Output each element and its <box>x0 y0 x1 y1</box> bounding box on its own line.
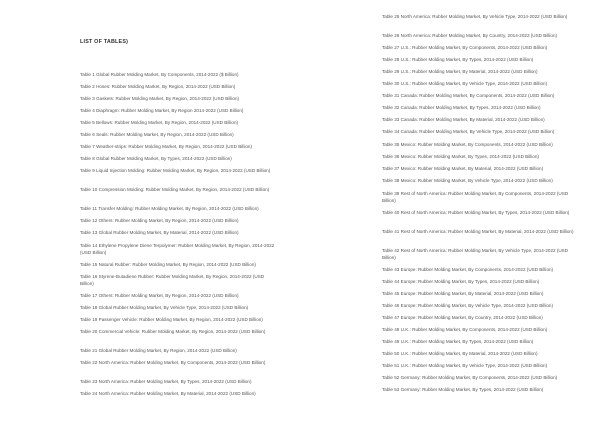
table-entry: Table 2 Hoses: Rubber Molding Market, By Region, 2014-2022 (USD Billion) <box>80 84 236 89</box>
table-entry: Table 41 Rest of North America: Rubber Molding Market, By Material, 2014-2022 (USD Billion) <box>382 229 574 234</box>
table-entry: Table 23 North America: Rubber Molding Market, By Types, 2014-2022 (USD Billion) <box>80 379 252 384</box>
table-entry: Table 14 Ethylene Propylene Diene Terpolymer: Rubber Molding Market, By Region, 2014-2022 (USD Billion) <box>80 243 275 256</box>
table-entry: Table 4 Diaphragm: Rubber Molding Market, By Region 2014-2022 (USD Billion) <box>80 108 244 113</box>
table-entry: Table 29 U.S.: Rubber Molding Market, By Material, 2014-2022 (USD Billion) <box>382 69 538 74</box>
table-entry: Table 37 Mexico: Rubber Molding Market, By Material, 2014-2022 (USD Billion) <box>382 166 544 171</box>
table-entry: Table 38 Mexico: Rubber Molding Market, By Vehicle Type, 2014-2022 (USD Billion) <box>382 178 553 183</box>
table-entry: Table 7 Weather-strips: Rubber Molding Market, By Region, 2014-2022 (USD Billion) <box>80 144 253 149</box>
table-entry: Table 32 Canada: Rubber Molding Market, By Types, 2014-2022 (USD Billion) <box>382 105 541 110</box>
table-entry: Table 52 Germany: Rubber Molding Market, By Components, 2014-2022 (USD Billion) <box>382 375 558 380</box>
table-entry: Table 45 Europe: Rubber Molding Market, By Material, 2014-2022 (USD Billion) <box>382 291 544 296</box>
table-entry: Table 31 Canada: Rubber Molding Market, By Components, 2014-2022 (USD Billion) <box>382 93 555 98</box>
table-entry: Table 5 Bellows: Rubber Molding Market, By Region, 2014-2022 (USD Billion) <box>80 120 239 125</box>
list-of-tables-heading: LIST OF TABLES) <box>80 39 129 45</box>
table-entry: Table 42 Rest of North America: Rubber Molding Market, By Vehicle Type, 2014-2022 (USD Billion) <box>382 248 569 261</box>
table-entry: Table 35 Mexico: Rubber Molding Market, By Components, 2014-2022 (USD Billion) <box>382 142 553 147</box>
table-entry: Table 51 U.K.: Rubber Molding Market, By Vehicle Type, 2014-2022 (USD Billion) <box>382 363 548 368</box>
table-entry: Table 24 North America: Rubber Molding Market, By Material, 2014-2022 (USD Billion) <box>80 391 256 396</box>
table-entry: Table 25 North America: Rubber Molding Market, By Vehicle Type, 2014-2022 (USD Billion) <box>382 14 568 19</box>
table-entry: Table 1 Global Rubber Molding Market, By Components, 2014-2022 ($ Billion) <box>80 72 239 77</box>
table-entry: Table 30 U.S.: Rubber Molding Market, By Vehicle Type, 2014-2022 (USD Billion) <box>382 81 548 86</box>
table-entry: Table 39 Rest of North America: Rubber Molding Market, By Components, 2014-2022 (USD Billion) <box>382 191 569 204</box>
table-entry: Table 33 Canada: Rubber Molding Market, By Material, 2014-2022 (USD Billion) <box>382 117 545 122</box>
table-entry: Table 17 Others: Rubber Molding Market, By Region, 2014-2022 (USD Billion) <box>80 293 239 298</box>
table-entry: Table 43 Europe: Rubber Molding Market, By Components, 2014-2022 (USD Billion) <box>382 267 554 272</box>
table-entry: Table 50 U.K.: Rubber Molding Market, By Material, 2014-2022 (USD Billion) <box>382 351 538 356</box>
table-entry: Table 53 Germany: Rubber Molding Market, By Types, 2014-2022 (USD Billion) <box>382 387 544 392</box>
table-entry: Table 27 U.S.: Rubber Molding Market, By Components, 2014-2022 (USD Billion) <box>382 45 548 50</box>
table-entry: Table 36 Mexico: Rubber Molding Market, By Types, 2014-2022 (USD Billion) <box>382 154 539 159</box>
table-entry: Table 46 Europe: Rubber Molding Market, By Vehicle Type, 2014-2022 (USD Billion) <box>382 303 553 308</box>
table-entry: Table 18 Global Rubber Molding Market, By Vehicle Type, 2014-2022 (USD Billion) <box>80 305 249 310</box>
table-entry: Table 16 Styrene-Butadiene Rubber: Rubber Molding Market, By Region, 2014-2022 (USD Billion) <box>80 274 265 287</box>
table-entry: Table 19 Passenger Vehicle: Rubber Molding Market, By Region, 2014-2022 (USD Billion) <box>80 317 263 322</box>
table-entry: Table 40 Rest of North America: Rubber Molding Market, By Types, 2014-2022 (USD Billion) <box>382 210 570 215</box>
table-entry: Table 6 Seals: Rubber Molding Market, By Region, 2014-2022 (USD Billion) <box>80 132 234 137</box>
table-entry: Table 28 U.S.: Rubber Molding Market, By Types, 2014-2022 (USD Billion) <box>382 57 534 62</box>
table-entry: Table 48 U.K.: Rubber Molding Market, By Components, 2014-2022 (USD Billion) <box>382 327 548 332</box>
table-entry: Table 11 Transfer Molding: Rubber Molding Market, By Region, 2014-2022 (USD Billion) <box>80 206 259 211</box>
table-entry: Table 3 Gaskets: Rubber Molding Market, By Region, 2014-2022 (USD Billion) <box>80 96 240 101</box>
table-entry: Table 47 Europe: Rubber Molding Market, By Country, 2014-2022 (USD Billion) <box>382 315 543 320</box>
table-entry: Table 9 Liquid Injection Molding: Rubber Molding Market, By Region, 2014-2022 (USD Billion) <box>80 168 271 173</box>
table-entry: Table 22 North America: Rubber Molding Market, By Components, 2014-2022 (USD Billion) <box>80 360 266 365</box>
table-entry: Table 12 Others: Rubber Molding Market, By Region, 2014-2022 (USD Billion) <box>80 218 239 223</box>
table-entry: Table 20 Commercial Vehicle: Rubber Molding Market, By Region, 2014-2022 (USD Billion) <box>80 329 266 334</box>
table-entry: Table 15 Natural Rubber: Rubber Molding Market, By Region, 2014-2022 (USD Billion) <box>80 262 256 267</box>
table-entry: Table 26 North America: Rubber Molding Market, By Country, 2014-2022 (USD Billion) <box>382 33 558 38</box>
table-entry: Table 8 Global Rubber Molding Market, By Types, 2014-2022 (USD Billion) <box>80 156 232 161</box>
table-entry: Table 44 Europe: Rubber Molding Market, By Types, 2014-2022 (USD Billion) <box>382 279 540 284</box>
table-entry: Table 34 Canada: Rubber Molding Market, By Vehicle Type, 2014-2022 (USD Billion) <box>382 129 555 134</box>
table-entry: Table 13 Global Rubber Molding Market, By Material, 2014-2022 (USD Billion) <box>80 230 239 235</box>
table-entry: Table 21 Global Rubber Molding Market, By Region, 2014-2022 (USD Billion) <box>80 348 237 353</box>
table-entry: Table 10 Compression Molding: Rubber Molding Market, By Region, 2014-2022 (USD Billion) <box>80 187 270 192</box>
table-entry: Table 49 U.K.: Rubber Molding Market, By Types, 2014-2022 (USD Billion) <box>382 339 534 344</box>
